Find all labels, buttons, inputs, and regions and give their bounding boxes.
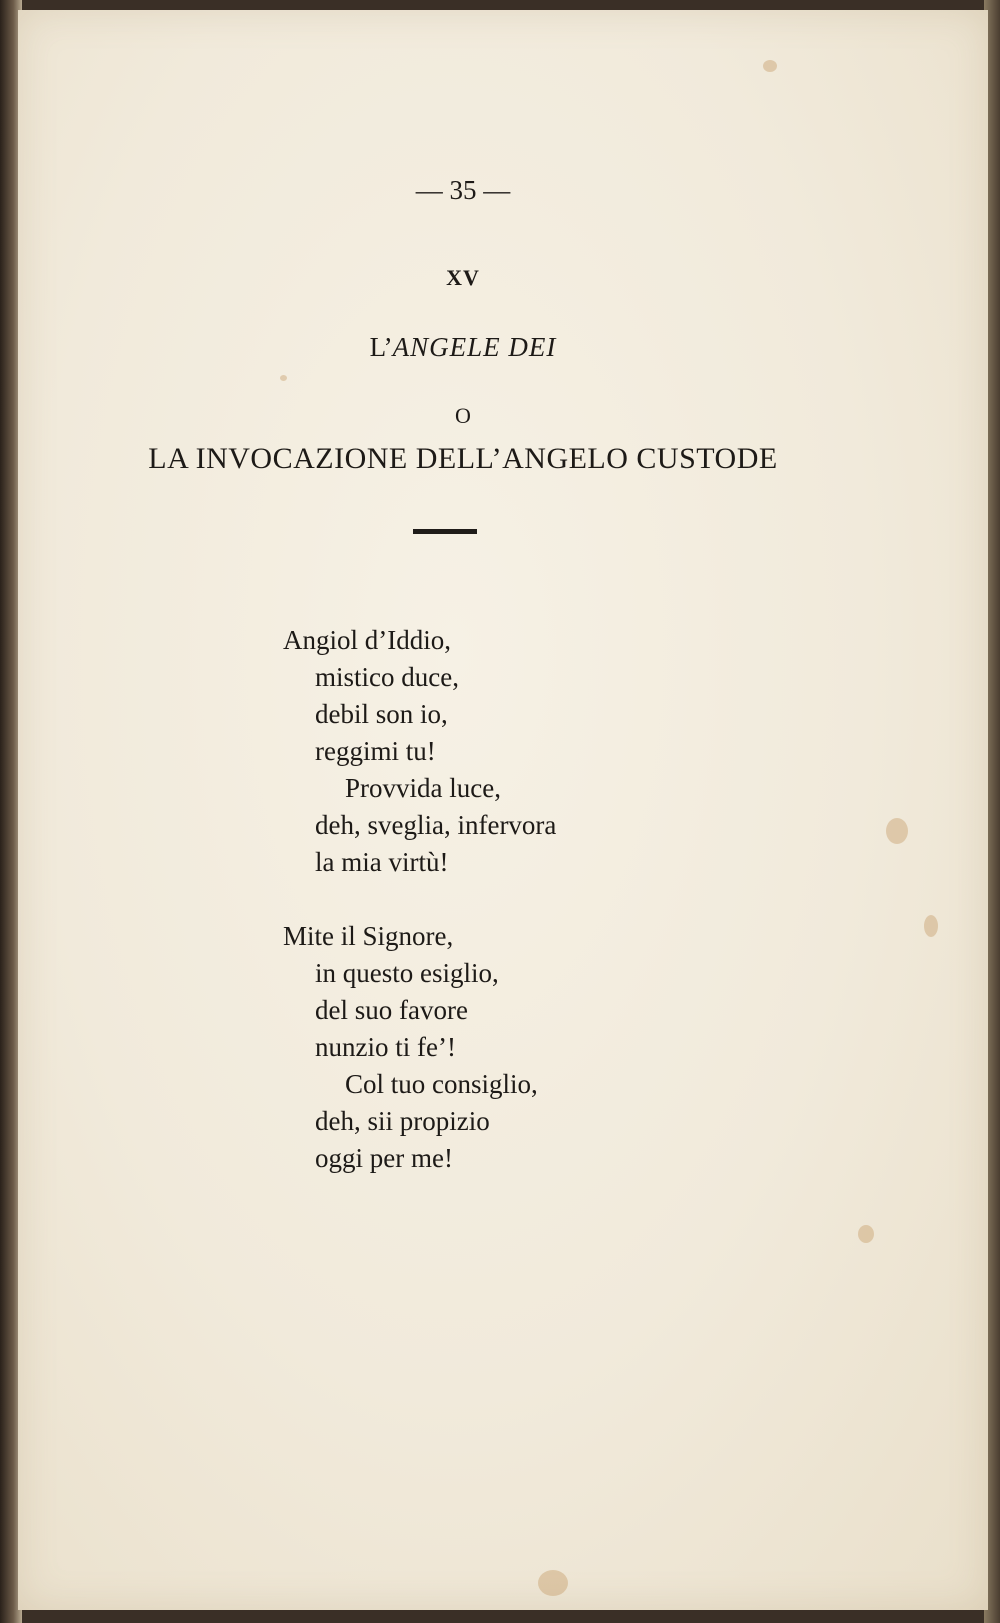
poem-line: deh, sii propizio (315, 1106, 490, 1136)
poem-line: Provvida luce, (345, 773, 501, 803)
poem-line: nunzio ti fe’! (315, 1032, 456, 1062)
book-page (18, 10, 988, 1610)
poem-line: Mite il Signore, (283, 921, 454, 951)
italian-title: LA INVOCAZIONE DELL’ANGELO CUSTODE (148, 442, 778, 475)
poem-line: mistico duce, (315, 662, 459, 692)
poem-line: Angiol d’Iddio, (283, 625, 451, 655)
poem-line: oggi per me! (315, 1143, 453, 1173)
title-conjunction: O (455, 403, 471, 428)
foxing-spot (763, 60, 777, 72)
foxing-spot (886, 818, 908, 844)
foxing-spot (280, 375, 287, 381)
poem-line: in questo esiglio, (315, 958, 499, 988)
page-number: — 35 — (415, 175, 511, 205)
poem-line: reggimi tu! (315, 736, 436, 766)
poem-line: la mia virtù! (315, 847, 449, 877)
foxing-spot (538, 1570, 568, 1596)
poem-line: del suo favore (315, 995, 468, 1025)
chapter-numeral: XV (446, 265, 480, 290)
poem-line: debil son io, (315, 699, 448, 729)
dialect-title (18, 332, 908, 363)
dialect-title-prefix: L’ (369, 332, 393, 362)
section-rule (413, 529, 477, 534)
poem-line: Col tuo consiglio, (345, 1069, 538, 1099)
poem-line: deh, sveglia, infervora (315, 810, 557, 840)
foxing-spot (858, 1225, 874, 1243)
foxing-spot (924, 915, 938, 937)
dialect-title-italic: ANGELE DEI (392, 332, 557, 362)
